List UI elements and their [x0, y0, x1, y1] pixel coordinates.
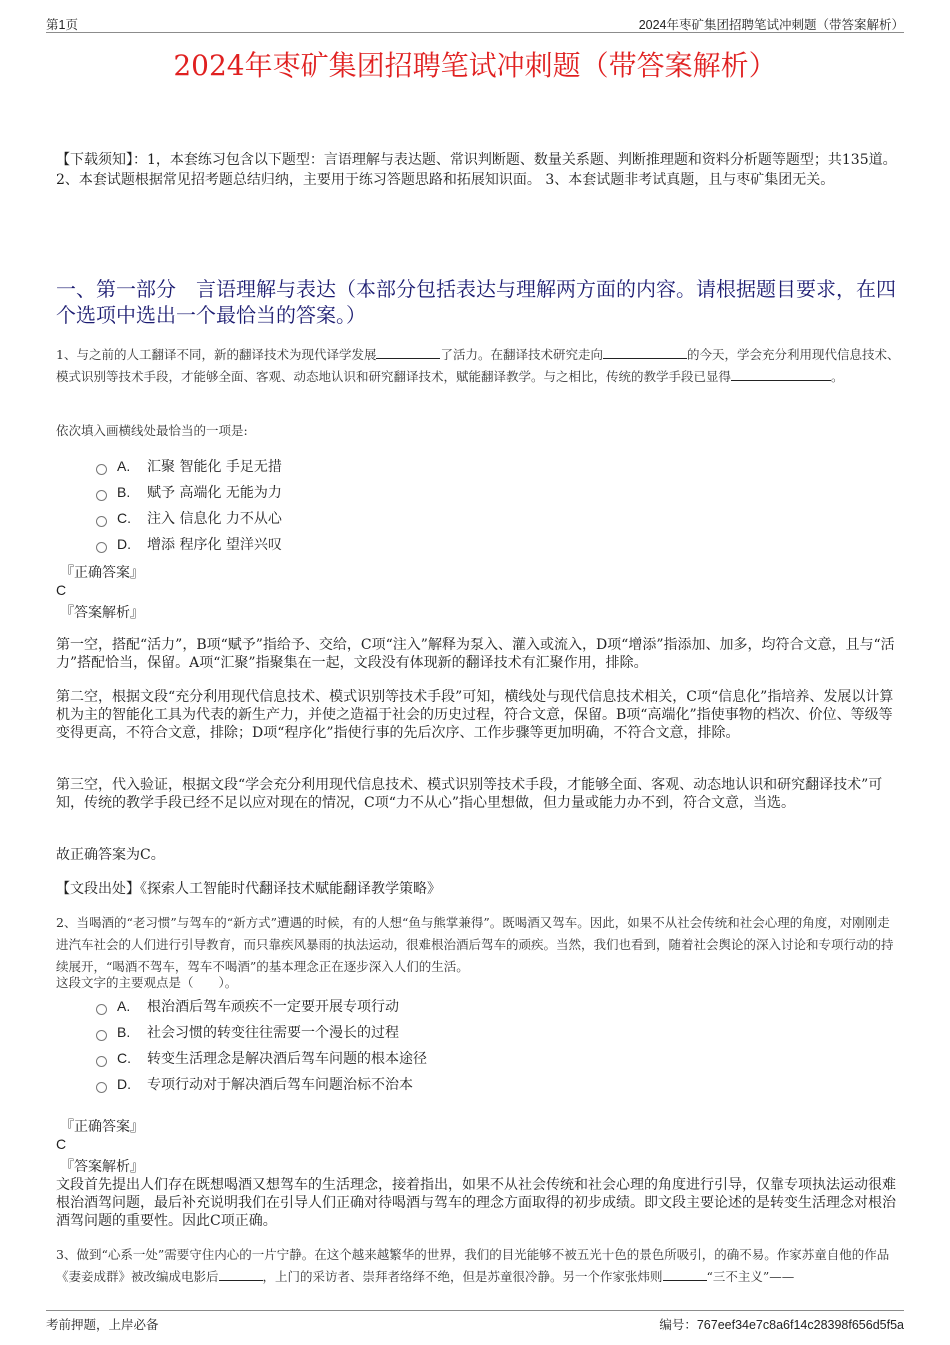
radio-icon[interactable]: [96, 1082, 107, 1093]
q2-option-a[interactable]: A. 根治酒后驾车顽疾不一定要开展专项行动: [96, 996, 399, 1016]
q1-source: 【文段出处】《探索人工智能时代翻译技术赋能翻译教学策略》: [56, 881, 441, 897]
radio-icon[interactable]: [96, 1030, 107, 1041]
q1-option-d[interactable]: D. 增添 程序化 望洋兴叹: [96, 534, 282, 554]
footer-doc-id: 编号：767eef34e7c8a6f14c28398f656d5f5a: [659, 1318, 904, 1332]
download-notice: 【下载须知】：1，本套练习包含以下题型：言语理解与表达题、常识判断题、数量关系题、判断推理题和资料分析题等题型；共135道。 2、本套试题根据常见招考题总结归纳，主要用于练习答题思路和拓展知识面。 3、本套试题非考试真题，且与枣矿集团无关。: [56, 152, 897, 188]
blank-1: [376, 346, 440, 359]
radio-icon[interactable]: [96, 542, 107, 553]
q2-analysis-label: 『答案解析』: [60, 1159, 144, 1175]
q1-option-a[interactable]: A. 汇聚 智能化 手足无措: [96, 456, 282, 476]
blank-2: [603, 346, 687, 359]
q2-option-c[interactable]: C. 转变生活理念是解决酒后驾车问题的根本途径: [96, 1048, 427, 1068]
question-3-stem: 3、做到“心系一处”需要守住内心的一片宁静。在这个越来越繁华的世界，我们的目光能够不被五光十色的景色所吸引，的确不易。作家苏童自他的作品《妻妾成群》被改编成电影后 ，上门的采访者、崇拜者络绎不绝，但是苏童很冷静。另一个作家张炜则 “三不主义”——: [56, 1247, 890, 1284]
radio-icon[interactable]: [96, 1004, 107, 1015]
q1-analysis-4: 故正确答案为C。: [56, 847, 165, 863]
blank-5: [663, 1268, 707, 1281]
q2-analysis: 文段首先提出人们存在既想喝酒又想驾车的生活理念，接着指出，如果不从社会传统和社会心理的角度进行引导，仅靠专项执法运动很难根治酒驾问题，最后补充说明我们在引导人们正确对待喝酒与驾车的理念方面取得的初步成绩。即文段主要论述的是转变生活理念对根治酒驾问题的重要性。因此C项正确。: [56, 1177, 896, 1229]
radio-icon[interactable]: [96, 464, 107, 475]
q1-analysis-3: 第三空，代入验证，根据文段“学会充分利用现代信息技术、模式识别等技术手段，才能够全面、客观、动态地认识和研究翻译技术”可知，传统的教学手段已经不足以应对现在的情况，C项“力不从心”指心里想做，但力量或能力办不到，符合文意，当选。: [56, 777, 883, 811]
page-footer: [46, 1310, 904, 1332]
q1-option-b[interactable]: B. 赋予 高端化 无能为力: [96, 482, 282, 502]
page-title: 2024年枣矿集团招聘笔试冲刺题（带答案解析）: [173, 49, 777, 82]
radio-icon[interactable]: [96, 1056, 107, 1067]
blank-3: [731, 368, 831, 381]
q2-answer-label: 『正确答案』: [60, 1119, 144, 1135]
page-header: [46, 12, 904, 33]
q2-answer: C: [56, 1136, 67, 1152]
page-number: 第1页: [46, 18, 78, 32]
footer-slogan: 考前押题，上岸必备: [46, 1318, 159, 1332]
question-1-stem: 1、与之前的人工翻译不同，新的翻译技术为现代译学发展 了活力。在翻译技术研究走向 的今天，学会充分利用现代信息技术、模式识别等技术手段，才能够全面、客观、动态地认识和研究翻译技术，赋能翻译教学。与之相比，传统的教学手段已显得 。: [56, 347, 900, 384]
question-2-prompt: 这段文字的主要观点是（ ）。: [56, 975, 238, 990]
section-heading: 一、第一部分 言语理解与表达（本部分包括表达与理解两方面的内容。请根据题目要求，在四个选项中选出一个最恰当的答案。）: [56, 277, 896, 327]
q1-analysis-2: 第二空，根据文段“充分利用现代信息技术、模式识别等技术手段”可知，横线处与现代信息技术相关，C项“信息化”指培养、发展以计算机为主的智能化工具为代表的新生产力，并使之造福于社会的历史过程，符合文意，保留。B项“高端化”指使事物的档次、价位、等级等变得更高，不符合文意，排除；D项“程序化”指使行事的先后次序、工作步骤等更加明确，不符合文意，排除。: [56, 689, 894, 741]
header-doc-title: 2024年枣矿集团招聘笔试冲刺题（带答案解析）: [638, 18, 904, 32]
q1-option-c[interactable]: C. 注入 信息化 力不从心: [96, 508, 282, 528]
q1-answer: C: [56, 582, 67, 598]
question-1-prompt: 依次填入画横线处最恰当的一项是:: [56, 423, 248, 438]
q1-analysis-1: 第一空，搭配“活力”，B项“赋予”指给予、交给，C项“注入”解释为泵入、灌入或流入，D项“增添”指添加、加多，均符合文意，且与“活力”搭配恰当，保留。A项“汇聚”指聚集在一起，文段没有体现新的翻译技术有汇聚作用，排除。: [56, 637, 895, 671]
radio-icon[interactable]: [96, 516, 107, 527]
question-2-stem: 2、当喝酒的“老习惯”与驾车的“新方式”遭遇的时候，有的人想“鱼与熊掌兼得”。既喝酒又驾车。因此，如果不从社会传统和社会心理的角度，对刚刚走进汽车社会的人们进行引导教育，而只靠疾风暴雨的执法运动，很难根治酒后驾车的顽疾。当然，我们也看到，随着社会舆论的深入讨论和专项行动的持续展开，“喝酒不驾车，驾车不喝酒”的基本理念正在逐步深入人们的生活。: [56, 915, 894, 974]
q2-option-b[interactable]: B. 社会习惯的转变往往需要一个漫长的过程: [96, 1022, 399, 1042]
q1-analysis-label: 『答案解析』: [60, 605, 144, 621]
blank-4: [219, 1268, 263, 1281]
radio-icon[interactable]: [96, 490, 107, 501]
q1-answer-label: 『正确答案』: [60, 565, 144, 581]
q2-option-d[interactable]: D. 专项行动对于解决酒后驾车问题治标不治本: [96, 1074, 413, 1094]
